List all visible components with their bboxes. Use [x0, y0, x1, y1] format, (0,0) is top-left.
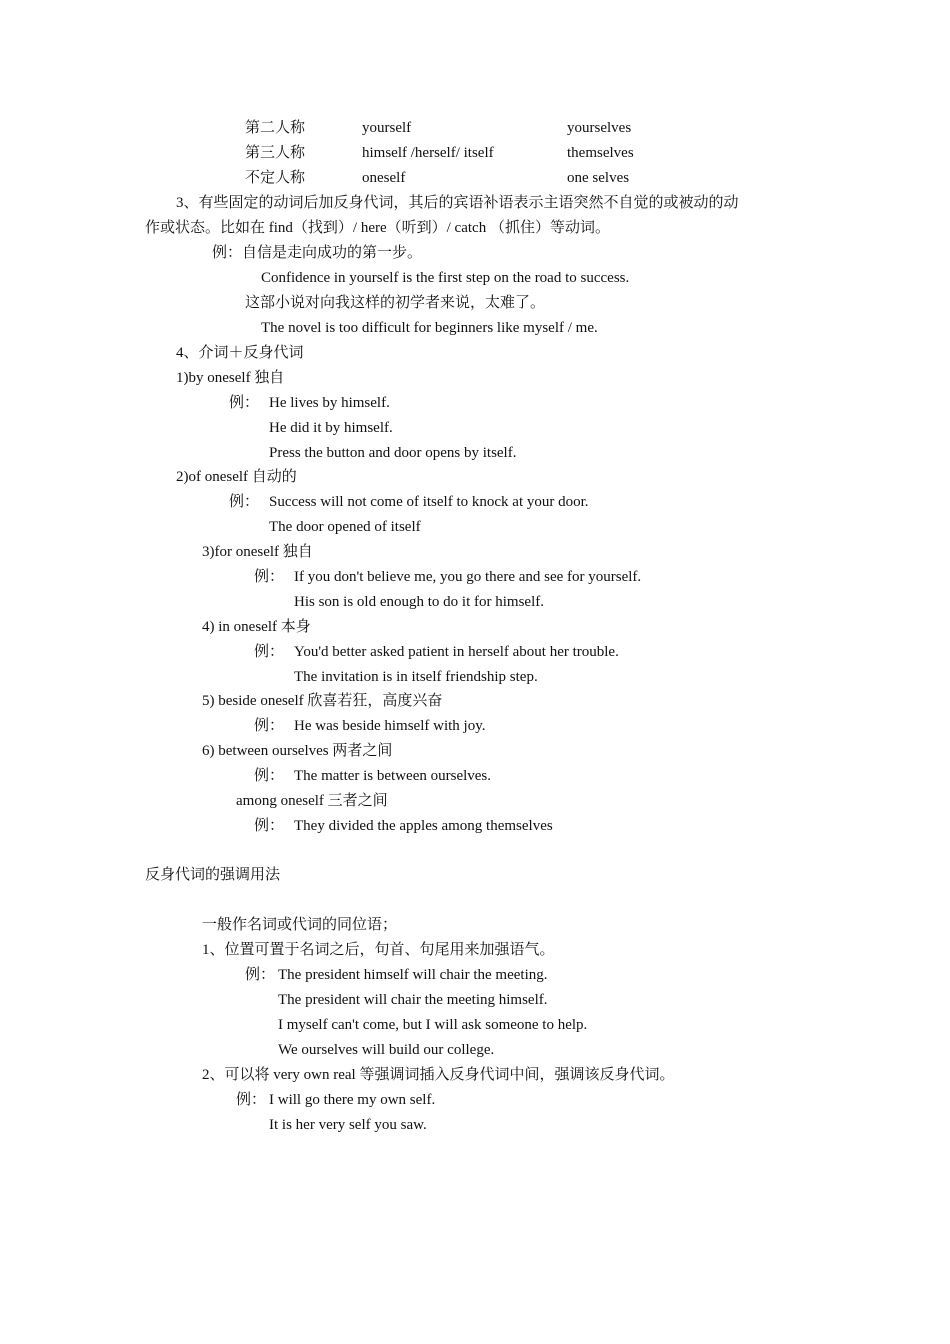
- example-label: 例：: [254, 818, 285, 834]
- rule3-example2-cn: 这部小说对向我这样的初学者来说，太难了。: [245, 295, 546, 311]
- example-sentence: I will go there my own self.: [269, 1092, 436, 1108]
- example-sentence: Success will not come of itself to knock at your door.: [269, 494, 589, 510]
- rule4-item-heading: 6) between ourselves 两者之间: [202, 743, 393, 759]
- example-label: 例：: [254, 569, 285, 585]
- table-plural-cell: themselves: [567, 145, 634, 161]
- example-label: 例：: [254, 718, 285, 734]
- table-singular-cell: yourself: [362, 120, 412, 136]
- example-sentence: We ourselves will build our college.: [278, 1042, 495, 1058]
- example-sentence: They divided the apples among themselves: [294, 818, 553, 834]
- example-sentence: The matter is between ourselves.: [294, 768, 492, 784]
- example-label: 例：: [229, 494, 260, 510]
- example-sentence: The president himself will chair the meeting.: [278, 967, 548, 983]
- table-person-cell: 第二人称: [245, 120, 306, 136]
- table-plural-cell: one selves: [567, 170, 630, 186]
- emphasis-intro: 一般作名词或代词的同位语；: [202, 917, 398, 933]
- example-sentence: You'd better asked patient in herself about her trouble.: [294, 644, 619, 660]
- rule3-example1-en: Confidence in yourself is the first step on the road to success.: [261, 270, 630, 286]
- example-sentence: Press the button and door opens by itself.: [269, 445, 517, 461]
- example-sentence: The president will chair the meeting himself.: [278, 992, 548, 1008]
- table-singular-cell: himself /herself/ itself: [362, 145, 494, 161]
- example-sentence: If you don't believe me, you go there and see for yourself.: [294, 569, 642, 585]
- example-sentence: His son is old enough to do it for himself.: [294, 594, 544, 610]
- rule3-line1: 3、有些固定的动词后加反身代词，其后的宾语补语表示主语突然不自觉的或被动的动: [176, 195, 739, 211]
- rule4-item-heading: 2)of oneself 自动的: [176, 469, 297, 485]
- table-singular-cell: oneself: [362, 170, 406, 186]
- rule4-item-heading: 1)by oneself 独自: [176, 370, 285, 386]
- rule4-item-heading: 5) beside oneself 欣喜若狂，高度兴奋: [202, 693, 443, 709]
- example-sentence: He did it by himself.: [269, 420, 393, 436]
- example-label: 例：: [229, 395, 260, 411]
- example-sentence: The invitation is in itself friendship step.: [294, 669, 538, 685]
- example-sentence: I myself can't come, but I will ask someone to help.: [278, 1017, 588, 1033]
- rule4-item-heading: 3)for oneself 独自: [202, 544, 313, 560]
- rule3-example2-en: The novel is too difficult for beginners like myself / me.: [261, 320, 598, 336]
- emphasis-point1: 1、位置可置于名词之后，句首、句尾用来加强语气。: [202, 942, 555, 958]
- example-sentence: He lives by himself.: [269, 395, 390, 411]
- example-label: 例：: [245, 967, 276, 983]
- rule3-example-label: 例：自信是走向成功的第一步。: [212, 245, 423, 261]
- table-plural-cell: yourselves: [567, 120, 632, 136]
- example-label: 例：: [254, 644, 285, 660]
- table-person-cell: 第三人称: [245, 145, 306, 161]
- example-label: 例：: [254, 768, 285, 784]
- example-sentence: He was beside himself with joy.: [294, 718, 486, 734]
- example-sentence: It is her very self you saw.: [269, 1117, 427, 1133]
- emphasis-point2: 2、可以将 very own real 等强调词插入反身代词中间，强调该反身代词。: [202, 1067, 675, 1083]
- rule4-item-heading: 4) in oneself 本身: [202, 619, 311, 635]
- section-title: 反身代词的强调用法: [145, 867, 281, 883]
- rule3-line2: 作或状态。比如在 find（找到）/ here（听到）/ catch （抓住）等动词。: [145, 220, 610, 236]
- example-sentence: The door opened of itself: [269, 519, 421, 535]
- example-label: 例：: [236, 1092, 267, 1108]
- rule4-item-heading: among oneself 三者之间: [236, 793, 388, 809]
- rule4-title: 4、介词＋反身代词: [176, 345, 304, 361]
- table-person-cell: 不定人称: [245, 170, 306, 186]
